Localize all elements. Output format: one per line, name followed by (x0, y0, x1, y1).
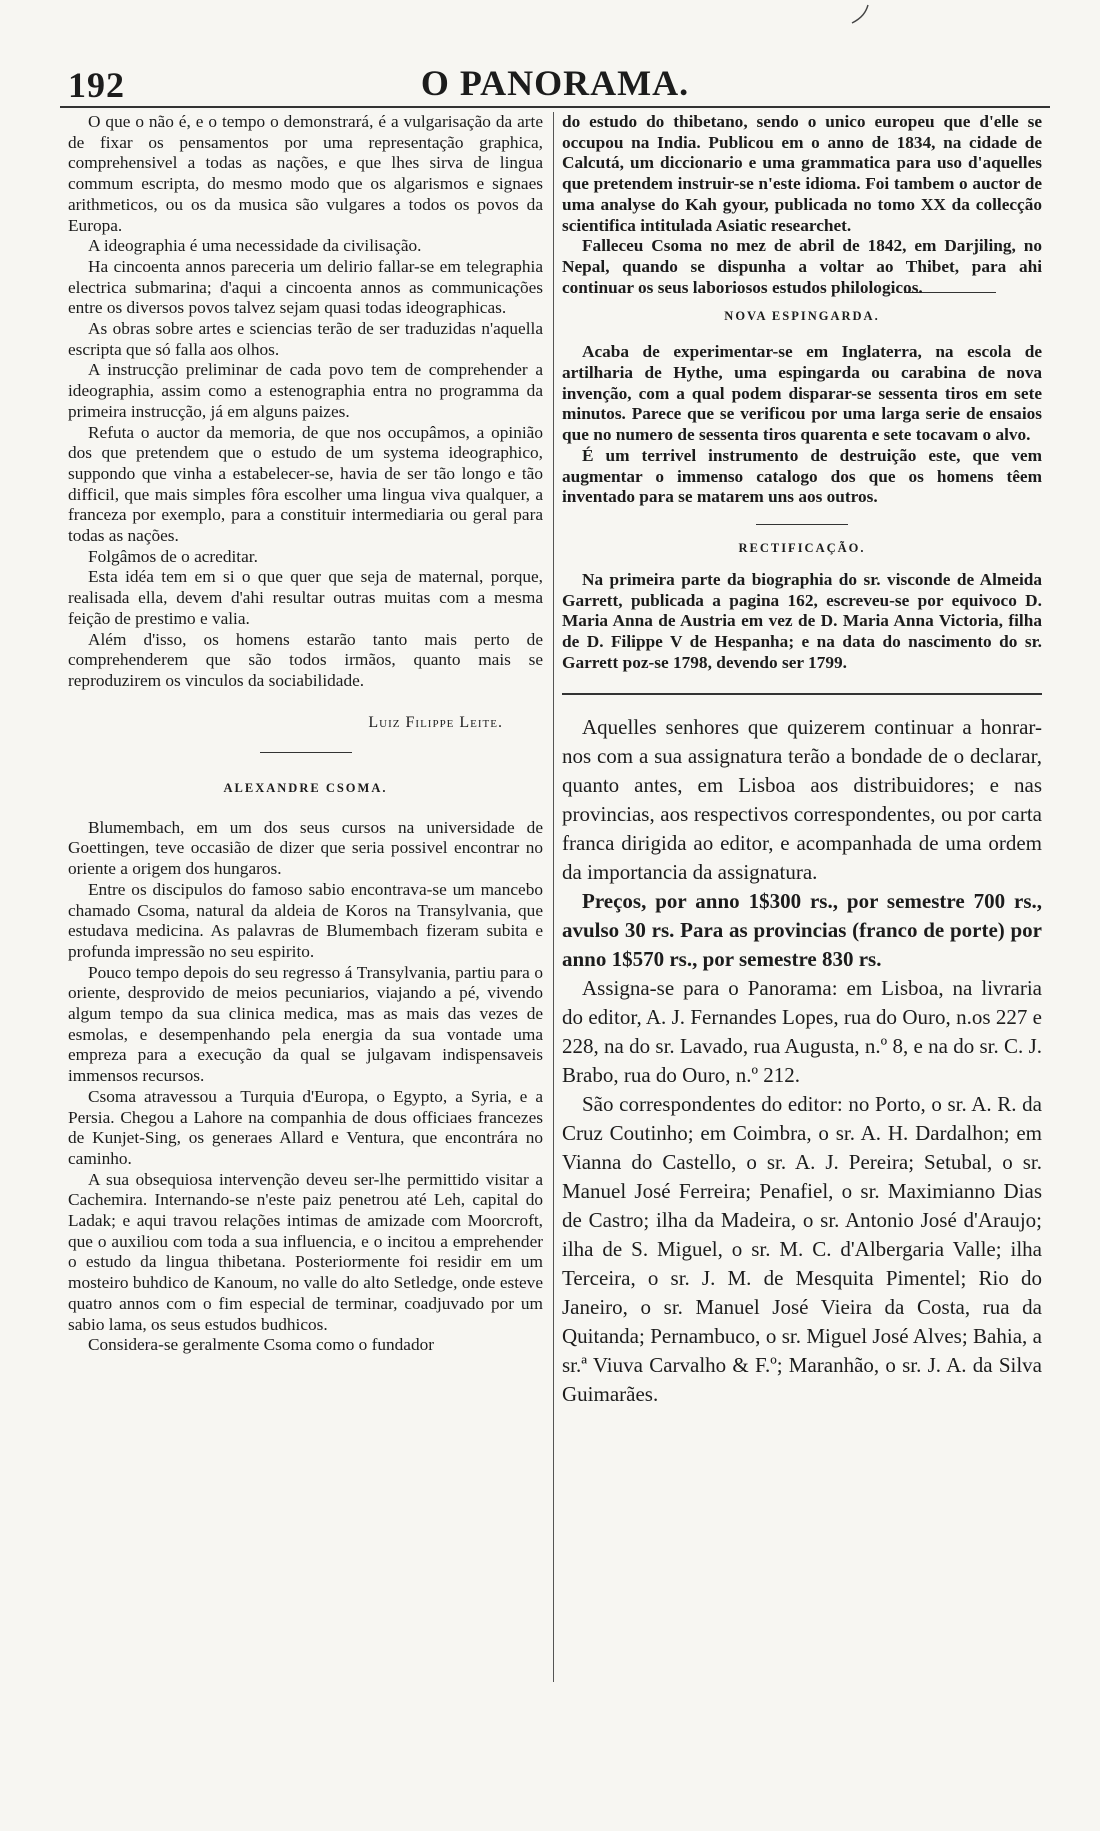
paragraph: A instrucção preliminar de cada povo tem de comprehender a ideographia, assim como a estenographia entra no programma da primeira instrucção, já em alguns paizes. (68, 360, 543, 421)
espingarda-article (562, 342, 1042, 508)
paragraph: Acaba de experimentar-se em Inglaterra, na escola de artilharia de Hythe, uma espingarda ou carabina de nova invenção, com a qual podem disparar-se sessenta tiros em sete minutos. Parece que se verificou por uma larga serie de ensaios que no numero de sessenta tiros quarenta e sete tocavam o alvo. (562, 342, 1042, 445)
paragraph: Assigna-se para o Panorama: em Lisboa, na livraria do editor, A. J. Fernandes Lopes, rua do Ouro, n.os 227 e 228, na do sr. Lavado, rua Augusta, n.º 8, e na do sr. C. J. Brabo, rua do Ouro, n.º 212. (562, 976, 1042, 1088)
paragraph: Além d'isso, os homens estarão tanto mais perto de comprehenderem que são todos irmãos, quanto mais se reproduzirem os vinculos da sociabilidade. (68, 629, 543, 690)
paragraph: Refuta o auctor da memoria, de que nos occupâmos, a opinião dos que pretendem que o estudo de um systema ideographico, suppondo que vinha a estabelecer-se, havia de ser tão longo e tão difficil, que mais simples fôra escolher uma lingua viva qualquer, a franceza por exemplo, para a constituir intermediaria ou geral para todas as nações. (68, 422, 543, 546)
section-rule (756, 524, 848, 525)
page-number: 192 (68, 65, 125, 105)
left-column (68, 112, 543, 1356)
paragraph: Folgâmos de o acreditar. (88, 546, 258, 566)
paragraph: A sua obsequiosa intervenção deveu ser-lhe permittido visitar a Cachemira. Internando-se n'este paiz penetrou até Leh, capital do Ladak; e aqui travou relações intimas de amizade com Moorcroft, que o auxiliou com toda a sua influencia, e o incitou a emprehender o estudo da lingua thibetana. Posteriormente foi residir em um mosteiro buhdico de Kanoum, no valle do alto Setledge, onde esteve quatro annos com o fim especial de terminar, coadjuvado por um sabio lama, os seus estudos budhicos. (68, 1169, 543, 1334)
paragraph: Csoma atravessou a Turquia d'Europa, o Egypto, a Syria, e a Persia. Chegou a Lahore na companhia de dous officiaes francezes de Kunjet-Sing, os generaes Allard e Ventura, que encontrára no caminho. (68, 1086, 543, 1168)
paragraph: São correspondentes do editor: no Porto, o sr. A. R. da Cruz Coutinho; em Coimbra, o sr. A. H. Dardalhon; em Vianna do Castello, o sr. A. J. Pereira; Setubal, o sr. Manuel José Ferreira; Penafiel, o sr. Maximianno Dias de Castro; ilha da Madeira, o sr. Antonio José d'Araujo; ilha de S. Miguel, o sr. M. C. d'Albergaria Valle; ilha Terceira, o sr. J. M. de Mesquita Pimentel; Rio do Janeiro, o sr. Manuel José Vieira da Costa, rua da Quitanda; Pernambuco, o sr. Miguel José Alves; Bahia, a sr.ª Viuva Carvalho & F.º; Maranhão, o sr. J. A. da Silva Guimarães. (562, 1092, 1042, 1407)
paragraph: Blumembach, em um dos seus cursos na universidade de Goettingen, teve occasião de dizer que seria possivel encontrar no oriente a origem dos hungaros. (68, 817, 543, 879)
paragraph: Na primeira parte da biographia do sr. visconde de Almeida Garrett, publicada a pagina 162, escreveu-se por equivoco D. Maria Anna de Austria em vez de D. Maria Anna Victoria, filha de D. Filippe V de Hespanha; e na data do nascimento do sr. Garrett poz-se 1798, devendo ser 1799. (562, 569, 1042, 672)
page-header (60, 56, 1050, 105)
paragraph: do estudo do thibetano, sendo o unico europeu que d'elle se occupou na India. Publicou em o anno de 1834, na cidade de Calcutá, um diccionario e uma grammatica para uso d'aquelles que pretendem instruir-se n'este idioma. Foi tambem o auctor de uma analyse do Kah gyour, publicada no tomo XX da collecção scientifica intitulada Asiatic researchet. (562, 112, 1042, 235)
paragraph: É um terrivel instrumento de destruição este, que vem augmentar o immenso catalogo dos que os homens têem inventado para se matarem uns aos outros. (562, 445, 1042, 507)
paragraph: Entre os discipulos do famoso sabio encontrava-se um mancebo chamado Csoma, natural da aldeia de Koros na Transylvania, que estudava medicina. As palavras de Blumembach fizeram subita e profunda impressão no seu espirito. (68, 879, 543, 961)
section-heading-rectificacao: RECTIFICAÇÃO. (738, 540, 866, 555)
paragraph: Pouco tempo depois do seu regresso á Transylvania, partiu para o oriente, desprovido de meios pecuniarios, viajando a pé, vivendo algum tempo da sua clinica medica, mas as mais das vezes de esmolas, e desempenhando pela energia da sua vontade uma empreza para a execução da qual se julgavam indispensaveis immensos recursos. (68, 962, 543, 1086)
subscription-notice (562, 713, 1042, 1409)
publication-title: O PANORAMA. (420, 63, 690, 103)
header-rule (60, 106, 1050, 108)
column-divider (553, 112, 554, 1682)
paragraph: Esta idéa tem em si o que quer que seja de maternal, porque, realisada ella, devem d'ahi resultar outras muitas com a mesma feição de prestimo e valia. (68, 567, 543, 628)
csoma-continued (562, 112, 1042, 298)
paragraph: As obras sobre artes e sciencias terão de ser traduzidas n'aquella escripta que só falla aos olhos. (68, 319, 543, 359)
ink-mark-icon (846, 4, 874, 26)
rectificacao-article (562, 570, 1042, 674)
paragraph: Aquelles senhores que quizerem continuar a honrar-nos com a sua assignatura terão a bondade de o declarar, quanto antes, em Lisboa aos distribuidores; e nas provincias, aos respectivos correspondentes, ou por carta franca dirigida ao editor, e acompanhada de uma ordem da importancia da assignatura. (562, 715, 1042, 885)
section-rule (260, 752, 352, 753)
ideographia-article (68, 112, 543, 692)
csoma-article (68, 818, 543, 1356)
section-heading-csoma: ALEXANDRE CSOMA. (223, 780, 388, 795)
author-signature: Luiz Filippe Leite. (368, 713, 503, 731)
paragraph: Preços, por anno 1$300 rs., por semestre 700 rs., avulso 30 rs. Para as provincias (franco de porte) por anno 1$570 rs., por semestre 830 rs. (562, 889, 1042, 972)
notice-rule (562, 693, 1042, 695)
paragraph: Ha cincoenta annos pareceria um delirio fallar-se em telegraphia electrica submarina; d'aqui a cincoenta annos as communicações entre os diversos povos talvez sejam quasi todas ideographicas. (68, 256, 543, 318)
paragraph: O que o não é, e o tempo o demonstrará, é a vulgarisação da arte de fixar os pensamentos por uma representação graphica, comprehensivel a todas as nações, e que lhes sirva de lingua commum escripta, do mesmo modo que os algarismos e signaes arithmeticos, ou os da musica são vulgares a todos os povos da Europa. (68, 112, 543, 235)
paragraph: Considera-se geralmente Csoma como o fundador (88, 1335, 435, 1355)
paragraph: A ideographia é uma necessidade da civilisação. (88, 236, 422, 256)
section-heading-espingarda: NOVA ESPINGARDA. (724, 309, 880, 324)
paragraph: Falleceu Csoma no mez de abril de 1842, em Darjiling, no Nepal, quando se dispunha a voltar ao Thibet, para ahi continuar os seus laboriosos estudos philologicos. (562, 236, 1042, 297)
right-column (562, 112, 1042, 1409)
